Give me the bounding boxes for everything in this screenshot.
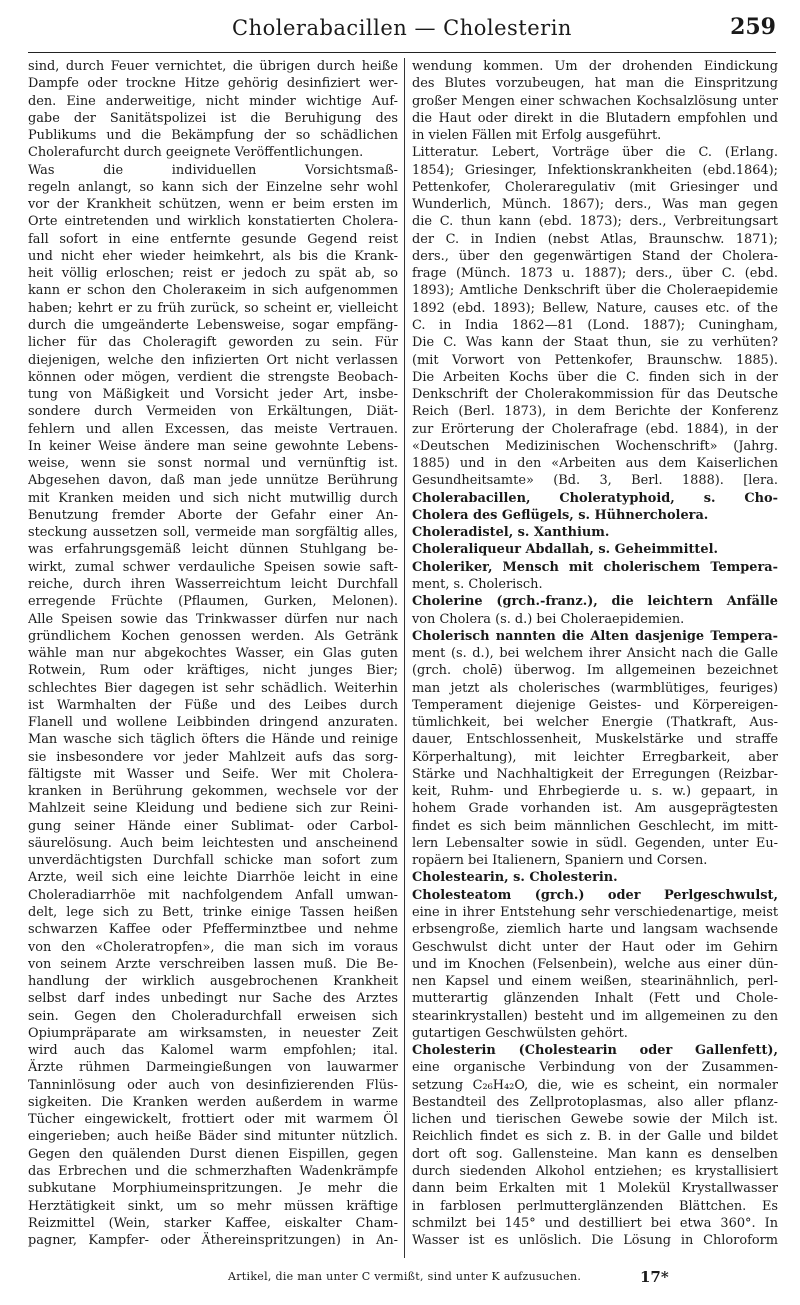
running-title: Cholerabacillen — Cholesterin [232,16,572,40]
text-line: frage (Münch. 1873 u. 1887); ders., über C. (ebd. [412,266,778,282]
text-line: gung seiner Hände einer Sublimat- oder Carbol- [28,818,398,834]
text-line: 1885) und in den «Arbeiten aus dem Kaiserlichen [412,456,778,472]
text-line: wird auch das Kalomel warm empfohlen; ital. [28,1043,398,1059]
text-line: Bestandteil des Zellprotoplasmas, also aller pflanz- [412,1094,778,1110]
text-line: säurelösung. Auch beim leichtesten und anscheinend [28,835,398,851]
text-line: der C. in Indien (nebst Atlas, Braunschw. 1871); [412,231,778,247]
text-line: Choleradiarrhöe mit nachfolgendem Anfall umwan- [28,887,398,903]
text-line: handlung der wirklich ausgebrochenen Krankheit [28,974,398,990]
text-line: fehlern und allen Excessen, das meiste Vertrauen. [28,421,398,437]
text-line: ropäern bei Italienern, Spaniern und Corsen. [412,853,708,869]
text-line: und nicht eher wieder heimkehrt, als bis die Krank- [28,248,398,264]
text-line: hohem Grade vorhanden ist. Am ausgeprägtesten [412,801,778,817]
text-line: schmilzt bei 145° und destilliert bei etwa 360°. In [412,1215,778,1231]
text-line: ment (s. d.), bei welchem ihrer Ansicht nach die Galle [412,646,778,662]
text-line: setzung C₂₆H₄₂O, die, wie es scheint, ein normaler [412,1077,778,1093]
text-line: Herztätigkeit sinkt, um so mehr müssen kräftige [28,1198,398,1214]
text-line: haben; kehrt er zu früh zurück, so scheint er, vielleicht [28,300,398,316]
text-line: Reichlich findet es sich z. B. in der Galle und bildet [412,1129,778,1145]
text-line: von seinem Arzte verschreiben lassen muß. Die Be- [28,956,398,972]
text-line: Cholerisch nannten die Alten dasjenige Tempera- [412,628,778,644]
text-line: Mahlzeit seine Kleidung und bediene sich zur Reini- [28,801,398,817]
text-line: Choleraliqueur Abdallah, s. Geheimmittel. [412,542,718,558]
text-line: Ärzte rühmen Darmeingießungen von lauwarmer [28,1060,398,1076]
text-line: Litteratur. Lebert, Vorträge über die C. (Erlang. [412,145,778,161]
text-line: Cholesterin (Cholestearin oder Gallenfett), [412,1043,778,1059]
text-line: kann er schon den Choleraкeim in sich aufgenommen [28,283,398,299]
text-line: erbsengroße, ziemlich harte und langsam wachsende [412,922,778,938]
text-line: des Blutes vorzubeugen, hat man die Einspritzung [412,76,778,92]
text-line: Wasser ist es unlöslich. Die Lösung in Chloroform [412,1233,778,1249]
text-line: sein. Gegen den Choleradurchfall erweisen sich [28,1008,398,1024]
text-line: unverdächtigsten Durchfall schicke man sofort zum [28,853,398,869]
text-line: in farblosen perlmutterglänzenden Blättchen. Es [412,1198,778,1214]
text-line: Die Arbeiten Kochs über die C. finden sich in der [412,369,778,385]
text-line: Tücher eingewickelt, frottiert oder mit warmem Öl [28,1112,398,1128]
text-line: (grch. cholē) überwog. Im allgemeinen bezeichnet [412,663,778,679]
text-line: 1892 (ebd. 1893); Bellew, Nature, causes etc. of the [412,300,778,316]
text-line: eingerieben; auch heiße Bäder sind mitunter nützlich. [28,1129,398,1145]
text-line: lern Lebensalter sowie in südl. Gegenden, unter Eu- [412,835,778,851]
text-line: erregende Früchte (Pflaumen, Gurken, Melonen). [28,594,398,610]
text-line: Flanell und wollene Leibbinden dringend anzuraten. [28,715,398,731]
text-line: dann beim Erkalten mit 1 Molekül Krystallwasser [412,1181,778,1197]
text-line: gabe der Sanitätspolizei ist die Beruhigung des [28,110,398,126]
text-line: tung von Mäßigkeit und Vorsicht jeder Art, insbe- [28,387,398,403]
text-line: wähle man nur abgekochtes Wasser, ein Glas guten [28,646,398,662]
text-line: Pettenkofer, Choleraregulativ (mit Griesinger und [412,179,778,195]
text-line: vor der Krankheit schützen, wenn er beim ersten im [28,197,398,213]
text-line: subkutane Morphiumeinspritzungen. Je mehr die [28,1181,398,1197]
text-line: Orte eintretenden und wirklich konstatierten Cholera- [28,214,398,230]
text-line: Denkschrift der Cholerakommission für das Deutsche [412,387,778,403]
text-line: Cholesteatom (grch.) oder Perlgeschwulst, [412,887,778,903]
text-line: Cholerafurcht durch geeignete Veröffentlichungen. [28,145,364,161]
text-line: tümlichkeit, bei welcher Energie (Thatkraft, Aus- [412,715,778,731]
text-line: können oder mögen, verdient die strengste Beobach- [28,369,398,385]
text-line: mit Kranken meiden und sich nicht mutwillig durch [28,490,398,506]
text-line: ment, s. Cholerisch. [412,576,543,592]
text-line: Alle Speisen sowie das Trinkwasser dürfen nur nach [28,611,398,627]
text-line: reiche, durch ihren Wasserreichtum leicht Durchfall [28,576,398,592]
text-line: Publikums und die Bekämpfung der so schädlichen [28,128,398,144]
text-line: C. in India 1862—81 (Lond. 1887); Cuningham, [412,317,778,333]
text-line: Opiumpräparate am wirksamsten, in neuester Zeit [28,1025,398,1041]
text-line: nen Kapsel und einem weißen, stearinähnlich, perl- [412,974,778,990]
text-line: Temperament diejenige Geistes- und Körpereigen- [412,697,778,713]
text-line: Abgesehen davon, daß man jede unnütze Berührung [28,473,398,489]
text-line: eine organische Verbindung von der Zusammen- [412,1060,778,1076]
text-line: lichen und tierischen Gewebe sowie der Milch ist. [412,1112,778,1128]
text-line: Cholera des Geflügels, s. Hühnercholera. [412,507,709,523]
text-line: Die C. Was kann der Staat thun, sie zu verhüten? [412,335,778,351]
text-line: großer Mengen einer schwachen Kochsalzlösung unter [412,93,778,109]
text-line: Körperhaltung), mit leichter Erregbarkeit, aber [412,749,778,765]
text-line: fall sofort in eine entfernte gesunde Gegend reist [28,231,398,247]
text-line: sind, durch Feuer vernichtet, die übrigen durch heiße [28,59,398,74]
right-column [412,58,778,1258]
text-line: was erfahrungsgemäß leicht dünnen Stuhlgang be- [28,542,398,558]
text-line: 1854); Griesinger, Infektionskrankheiten (ebd.1864); [412,162,778,178]
text-line: wendung kommen. Um der drohenden Eindickung [412,59,778,74]
page-header [28,14,776,48]
text-line: Gesundheitsamte» (Bd. 3, Berl. 1888). [lera. [412,473,778,489]
text-line: Man wasche sich täglich öfters die Hände und reinige [28,732,398,748]
text-line: keit, Ruhm- und Ehrbegierde u. s. w.) gepaart, in [412,784,778,800]
text-line: die C. thun kann (ebd. 1873); ders., Verbreitungsart [412,214,778,230]
text-line: den. Eine anderweitige, nicht minder wichtige Auf- [28,93,398,109]
text-line: 1893); Amtliche Denkschrift über die Choleraepidemie [412,283,778,299]
page-footer [0,1268,800,1292]
text-line: Arzte, weil sich eine leichte Diarrhöe leicht in eine [28,870,398,886]
text-line: in vielen Fällen mit Erfolg ausgeführt. [412,128,662,144]
text-line: Choleriker, Mensch mit cholerischem Tempera- [412,559,778,575]
text-line: schlechtes Bier dagegen ist sehr schädlich. Weiterhin [28,680,398,696]
text-line: weise, wenn sie sonst normal und vernünftig ist. [28,456,398,472]
text-line: sie insbesondere vor jeder Mahlzeit aufs das sorg- [28,749,398,765]
text-line: sigkeiten. Die Kranken werden außerdem in warme [28,1094,398,1110]
footnote: Artikel, die man unter C vermißt, sind unter K aufzusuchen. [228,1270,582,1283]
text-line: Geschwulst dicht unter der Haut oder im Gehirn [412,939,778,955]
text-line: Choleradistel, s. Xanthium. [412,525,610,541]
text-line: ist Warmhalten der Füße und des Leibes durch [28,697,398,713]
text-line: In keiner Weise ändere man seine gewohnte Lebens- [28,438,398,454]
text-line: mutterartig glänzenden Inhalt (Fett und Chole- [412,991,778,1007]
text-line: Wunderlich, Münch. 1867); ders., Was man gegen [412,197,778,213]
column-divider [404,58,405,1258]
text-line: Reich (Berl. 1873), in dem Berichte der Konferenz [412,404,778,420]
text-line: delt, lege sich zu Bett, trinke einige Tassen heißen [28,905,398,921]
text-line: durch die umgeänderte Lebensweise, sogar empfäng- [28,317,398,333]
text-line: Cholerabacillen, Choleratyphoid, s. Cho- [412,490,778,506]
text-line: Reizmittel (Wein, starker Kaffee, eiskalter Cham- [28,1215,398,1231]
text-line: kranken in Berührung gekommen, wechsele vor der [28,784,398,800]
text-line: selbst darf indes unbedingt nur Sache des Arztes [28,991,398,1007]
text-line: Benutzung fremder Aborte der Gefahr einer An- [28,507,398,523]
text-line: wirkt, zumal schwer verdauliche Speisen sowie saft- [28,559,398,575]
text-line: pagner, Kampfer- oder Äthereinspritzungen) in An- [28,1233,398,1249]
text-line: (mit Vorwort von Pettenkofer, Braunschw. 1885). [412,352,778,368]
text-line: Cholestearin, s. Cholesterin. [412,870,618,886]
text-line: schwarzen Kaffee oder Pfefferminztbee und nehme [28,922,398,938]
text-line: Tanninlösung oder auch von desinfizierenden Flüs- [28,1077,398,1093]
text-line: sondere durch Vermeiden von Erkältungen, Diät- [28,404,398,420]
text-line: Rotwein, Rum oder kräftiges, nicht junges Bier; [28,663,398,679]
text-line: eine in ihrer Entstehung sehr verschiedenartige, meist [412,905,778,921]
text-line: «Deutschen Medizinischen Wochenschrift» (Jahrg. [412,438,778,454]
text-line: dauer, Entschlossenheit, Muskelstärke und straffe [412,732,778,748]
header-rule [28,52,776,53]
text-line: steckung aussetzen soll, vermeide man sorgfältig alles, [28,525,398,541]
text-line: Was die individuellen Vorsichtsmaß- [28,162,398,178]
left-column [28,58,398,1258]
text-line: Cholerine (grch.-franz.), die leichtern Anfälle [412,594,778,610]
text-line: und im Knochen (Felsenbein), welche aus einer dün- [412,956,778,972]
text-line: ders., über den gegenwärtigen Stand der Cholera- [412,248,778,264]
text-line: fältigste mit Wasser und Seife. Wer mit Cholera- [28,766,398,782]
text-line: gutartigen Geschwülsten gehört. [412,1025,628,1041]
text-line: heit völlig erloschen; reist er jedoch zu spät ab, so [28,266,398,282]
text-line: durch siedenden Alkohol entziehen; es krystallisiert [412,1164,778,1179]
text-line: findet es sich beim männlichen Geschlecht, im mitt- [412,818,778,834]
text-line: von Cholera (s. d.) bei Choleraepidemien. [412,611,685,627]
sheet-signature: 17* [640,1268,669,1286]
text-line: Gegen den quälenden Durst dienen Eispillen, gegen [28,1146,398,1162]
text-line: von den «Choleratropfen», die man sich im voraus [28,939,398,955]
text-line: dort oft sog. Gallensteine. Man kann es denselben [412,1146,778,1162]
text-line: zur Erörterung der Cholerafrage (ebd. 1884), in der [412,421,778,437]
text-line: die Haut oder direkt in die Blutadern empfohlen und [412,110,778,126]
text-line: man jetzt als cholerisches (warmblütiges, feuriges) [412,680,778,696]
text-line: das Erbrechen und die schmerzhaften Wadenkrämpfe [28,1164,398,1179]
text-line: Stärke und Nachhaltigkeit der Erregungen (Reizbar- [412,766,778,782]
text-line: diejenigen, welche den infizierten Ort nicht verlassen [28,352,398,368]
page-number: 259 [730,14,776,40]
text-line: gründlichem Kochen genossen werden. Als Getränk [28,628,398,644]
text-line: licher für das Choleragift geworden zu sein. Für [28,335,398,351]
text-line: stearinkrystallen) besteht und im allgemeinen zu den [412,1008,778,1024]
text-line: regeln anlangt, so kann sich der Einzelne sehr wohl [28,179,398,195]
text-line: Dampfe oder trockne Hitze gehörig desinfiziert wer- [28,76,398,92]
